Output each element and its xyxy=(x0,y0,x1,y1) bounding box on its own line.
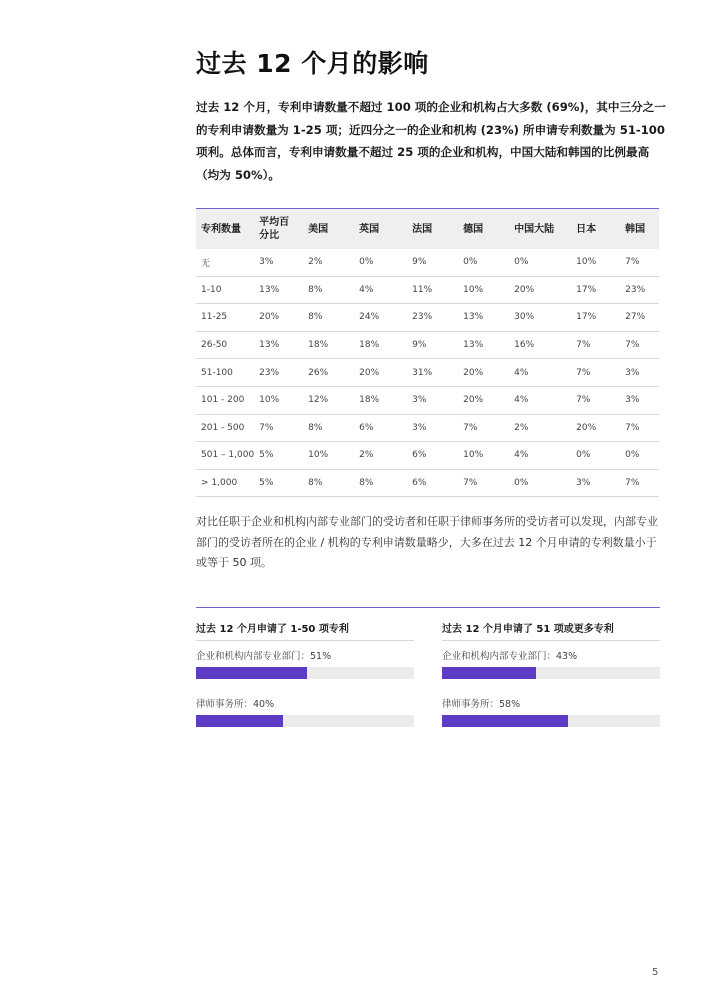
header-average xyxy=(254,209,303,250)
table-header-row xyxy=(196,209,659,250)
table-row xyxy=(196,276,659,304)
table-cell: 0% xyxy=(571,442,620,470)
bar-group-heading: 过去 12 个月申请了 1-50 项专利 xyxy=(196,620,414,641)
row-label: 1-10 xyxy=(196,276,254,304)
table-row xyxy=(196,442,659,470)
table-cell: 12% xyxy=(303,386,354,414)
table-cell: 20% xyxy=(458,359,509,387)
table-cell: 18% xyxy=(354,331,407,359)
row-label: 无 xyxy=(196,249,254,276)
table-cell: 7% xyxy=(620,414,659,442)
page-number: 5 xyxy=(652,967,659,978)
header-patent-count: 专利数量 xyxy=(201,223,241,235)
bar-track xyxy=(196,715,414,727)
table-cell: 3% xyxy=(620,359,659,387)
row-label: 51-100 xyxy=(196,359,254,387)
table-cell: 20% xyxy=(571,414,620,442)
table-cell: 3% xyxy=(254,249,303,276)
table-cell: 4% xyxy=(509,386,571,414)
table-cell: 8% xyxy=(303,304,354,332)
table-cell: 3% xyxy=(407,386,458,414)
table-cell: 23% xyxy=(254,359,303,387)
table-row xyxy=(196,386,659,414)
table-cell: 18% xyxy=(354,386,407,414)
header-us: 美国 xyxy=(308,223,329,235)
table-cell: 17% xyxy=(571,276,620,304)
table-row xyxy=(196,414,659,442)
table-cell: 17% xyxy=(571,304,620,332)
bar-group-1-50 xyxy=(196,620,414,727)
table-row xyxy=(196,304,659,332)
table-cell: 7% xyxy=(571,359,620,387)
table-row xyxy=(196,469,659,497)
header-mainland-china: 中国大陆 xyxy=(514,223,555,235)
row-label: > 1,000 xyxy=(196,469,254,497)
table-cell: 23% xyxy=(620,276,659,304)
table-cell: 3% xyxy=(620,386,659,414)
table-cell: 7% xyxy=(458,469,509,497)
table-cell: 8% xyxy=(303,276,354,304)
table-cell: 0% xyxy=(354,249,407,276)
table-cell: 31% xyxy=(407,359,458,387)
table-body xyxy=(196,249,659,497)
table-cell: 20% xyxy=(458,386,509,414)
bar-fill xyxy=(196,667,307,679)
header-japan: 日本 xyxy=(576,223,597,235)
table-row xyxy=(196,359,659,387)
table-cell: 6% xyxy=(354,414,407,442)
header-france: 法国 xyxy=(412,223,433,235)
page-title: 过去 12 个月的影响 xyxy=(196,49,429,78)
table-cell: 13% xyxy=(458,331,509,359)
row-label: 501 – 1,000 xyxy=(196,442,254,470)
table-cell: 0% xyxy=(509,249,571,276)
table-cell: 26% xyxy=(303,359,354,387)
bar-track xyxy=(442,667,660,679)
table-cell: 6% xyxy=(407,469,458,497)
table-cell: 16% xyxy=(509,331,571,359)
table-cell: 9% xyxy=(407,249,458,276)
table-row xyxy=(196,331,659,359)
table-cell: 13% xyxy=(254,276,303,304)
table-cell: 27% xyxy=(620,304,659,332)
table-cell: 9% xyxy=(407,331,458,359)
bar-fill xyxy=(442,667,536,679)
table-cell: 8% xyxy=(354,469,407,497)
patent-count-table xyxy=(196,208,659,497)
bar-label: 律师事务所：40% xyxy=(196,699,275,710)
table-cell: 10% xyxy=(458,276,509,304)
table-cell: 24% xyxy=(354,304,407,332)
table-cell: 30% xyxy=(509,304,571,332)
row-label: 26-50 xyxy=(196,331,254,359)
table-cell: 7% xyxy=(254,414,303,442)
header-uk: 英国 xyxy=(359,223,380,235)
table-cell: 4% xyxy=(354,276,407,304)
table-cell: 7% xyxy=(571,331,620,359)
table-cell: 7% xyxy=(571,386,620,414)
table-cell: 2% xyxy=(303,249,354,276)
comparison-paragraph: 对比任职于企业和机构内部专业部门的受访者和任职于律师事务所的受访者可以发现，内部专业部门的受访者所在的企业 / 机构的专利申请数量略少，大多在过去 12 个月申请的专利数量小于或等于 50 项。 xyxy=(196,515,658,569)
table-cell: 0% xyxy=(458,249,509,276)
bar-item-in-house xyxy=(442,647,660,679)
table-cell: 0% xyxy=(509,469,571,497)
bar-track xyxy=(442,715,660,727)
table-cell: 5% xyxy=(254,469,303,497)
bar-fill xyxy=(442,715,568,727)
header-germany: 德国 xyxy=(463,223,484,235)
table-cell: 10% xyxy=(303,442,354,470)
table-cell: 20% xyxy=(254,304,303,332)
table-cell: 18% xyxy=(303,331,354,359)
bar-group-51-plus xyxy=(442,620,660,727)
table-cell: 7% xyxy=(458,414,509,442)
table-cell: 10% xyxy=(254,386,303,414)
table-cell: 7% xyxy=(620,469,659,497)
table-cell: 6% xyxy=(407,442,458,470)
table-cell: 4% xyxy=(509,442,571,470)
table-cell: 8% xyxy=(303,414,354,442)
table-row xyxy=(196,249,659,276)
bar-item-law-firm xyxy=(196,695,414,727)
bar-track xyxy=(196,667,414,679)
table-cell: 3% xyxy=(407,414,458,442)
table-cell: 2% xyxy=(509,414,571,442)
bar-fill xyxy=(196,715,283,727)
table-cell: 5% xyxy=(254,442,303,470)
table-cell: 20% xyxy=(509,276,571,304)
row-label: 101 - 200 xyxy=(196,386,254,414)
table-cell: 20% xyxy=(354,359,407,387)
bar-item-law-firm xyxy=(442,695,660,727)
header-korea: 韩国 xyxy=(625,223,646,235)
bar-item-in-house xyxy=(196,647,414,679)
table-cell: 23% xyxy=(407,304,458,332)
table-cell: 11% xyxy=(407,276,458,304)
header-average-label: 平均百分比 xyxy=(259,217,290,241)
table-cell: 13% xyxy=(458,304,509,332)
table-cell: 7% xyxy=(620,331,659,359)
bar-group-heading: 过去 12 个月申请了 51 项或更多专利 xyxy=(442,620,660,641)
intro-paragraph: 过去 12 个月，专利申请数量不超过 100 项的企业和机构占大多数 (69%)，其中三分之一的专利申请数量为 1-25 项；近四分之一的企业和机构 (23%) 所申请专利数量为 51-100 项利。总体而言，专利申请数量不超过 25 项的企业和机构，中国大陆和韩国的比例最高（均为 50%）。 xyxy=(196,100,666,182)
bar-label: 企业和机构内部专业部门：43% xyxy=(442,651,578,662)
table-cell: 13% xyxy=(254,331,303,359)
table-cell: 7% xyxy=(620,249,659,276)
bar-label: 企业和机构内部专业部门：51% xyxy=(196,651,332,662)
table-cell: 8% xyxy=(303,469,354,497)
bar-label: 律师事务所：58% xyxy=(442,699,521,710)
table-cell: 3% xyxy=(571,469,620,497)
table-cell: 4% xyxy=(509,359,571,387)
row-label: 11-25 xyxy=(196,304,254,332)
row-label: 201 - 500 xyxy=(196,414,254,442)
table-cell: 2% xyxy=(354,442,407,470)
table-cell: 0% xyxy=(620,442,659,470)
table-cell: 10% xyxy=(458,442,509,470)
table-cell: 10% xyxy=(571,249,620,276)
section-divider xyxy=(196,607,660,608)
